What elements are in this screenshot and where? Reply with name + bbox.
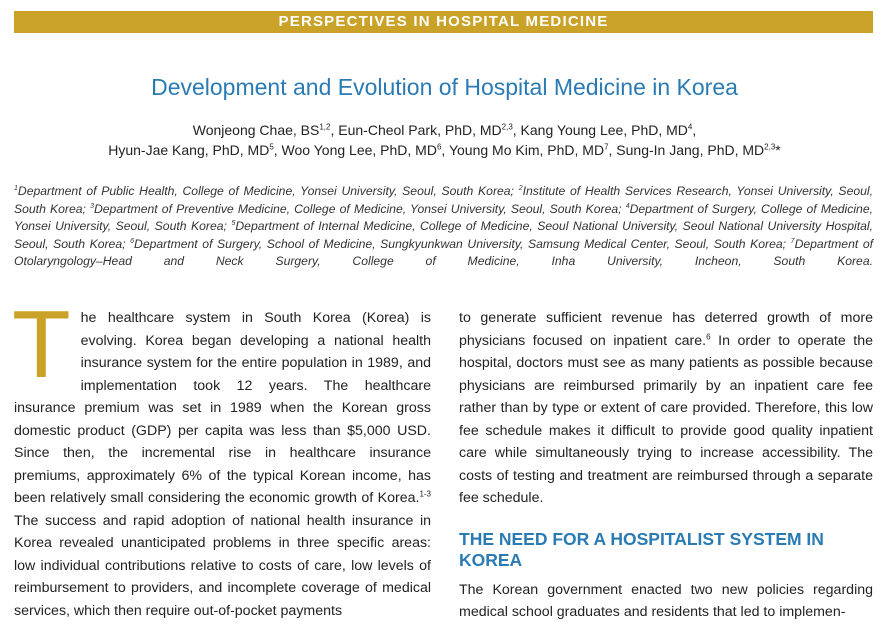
citation-ref: 6 (706, 331, 711, 341)
drop-cap: T (12, 291, 71, 398)
affiliation: Department of Otolaryngology–Head and Neck Surgery, College of Medicine, Inha University, Incheon, South Korea. (14, 236, 873, 268)
author-name: Hyun-Jae Kang, PhD, MD (108, 142, 270, 158)
corresponding-author-mark: * (775, 142, 781, 158)
author-line-1 (40, 120, 849, 140)
author-name: , Sung-In Jang, PhD, MD (608, 142, 765, 158)
author-separator: , (692, 122, 697, 138)
body-text: The success and rapid adoption of national health insurance in Korea revealed unanticipated problems in three specific areas: low individual contributions relative to costs of care, low levels of reimbursement to providers, and incomplete coverage of medical services, which then require out-of-pocket payments (14, 512, 431, 619)
affiliation: Institute of Health Services Research, Yonsei University, Seoul, South Korea; (14, 184, 873, 216)
body-paragraph (459, 307, 873, 510)
author-affil-sup: 7 (604, 142, 609, 152)
affil-sup: 2 (518, 184, 523, 192)
body-column-right (459, 307, 873, 624)
affiliation: Department of Preventive Medicine, College of Medicine, Yonsei University, Seoul, South Korea; (93, 201, 626, 216)
section-heading: THE NEED FOR A HOSPITALIST SYSTEM IN KOREA (459, 528, 824, 570)
body-paragraph: The Korean government enacted two new policies regarding medical school graduates and residents that led to implemen- (459, 581, 873, 620)
author-name: , Eun-Cheol Park, PhD, MD (330, 122, 502, 138)
citation-ref: 1-3 (419, 489, 431, 499)
body-paragraph (12, 291, 431, 622)
affiliation: Department of Surgery, College of Medicine, Yonsei University, Seoul, South Korea; (14, 201, 873, 233)
author-name: , Woo Yong Lee, PhD, MD (273, 142, 437, 158)
author-list (40, 120, 849, 160)
author-affil-sup: 1,2 (319, 122, 331, 132)
section-banner: PERSPECTIVES IN HOSPITAL MEDICINE (14, 11, 873, 33)
body-text: In order to operate the hospital, doctors must see as many patients as possible because physicians are reimbursed primarily by an inpatient care fee rather than by type or extent of care provided. Therefore, this low fee schedule makes it difficult to provide good quality inpatient care while simultaneously trying to increase accessibility. The costs of testing and treatment are reimbursed through a separate fee schedule. (459, 332, 873, 506)
author-affil-sup: 6 (436, 142, 442, 152)
affil-sup: 5 (231, 219, 236, 227)
affil-sup: 3 (90, 202, 94, 210)
author-name: , Young Mo Kim, PhD, MD (441, 142, 605, 158)
body-text: to generate sufficient revenue has deterred growth of more physicians focused on inpatient care. (459, 310, 873, 349)
affil-sup: 6 (130, 237, 135, 245)
author-name: , Kang Young Lee, PhD, MD (512, 122, 688, 138)
affil-sup: 7 (790, 237, 795, 245)
affiliations (14, 183, 873, 271)
affil-sup: 4 (625, 202, 630, 210)
affiliation: Department of Public Health, College of Medicine, Yonsei University, Seoul, South Korea; (17, 184, 519, 198)
body-column-left (12, 291, 431, 622)
affiliation: Department of Surgery, School of Medicine, Sungkyunkwan University, Samsung Medical Center, Seoul, South Korea; (134, 236, 791, 251)
body-text: he healthcare system in South Korea (Korea) is evolving. Korea began developing a national health insurance system for the entire population in 1989, and implementation took 12 years. The healthcare insurance premium was set in 1989 when the Korean gross domestic product (GDP) per capita was less than $5,000 USD. Since then, the incremental rise in healthcare insurance premiums, approximately 6% of the typical Korean income, has been relatively small considering the economic growth of Korea. (14, 310, 431, 506)
article-title: Development and Evolution of Hospital Medicine in Korea (151, 74, 738, 100)
author-affil-sup: 5 (269, 142, 274, 152)
affiliation: Department of Internal Medicine, College of Medicine, Seoul National University, Seoul National University Hospital, Seoul, South Korea; (14, 219, 873, 251)
affil-sup: 1 (14, 184, 18, 192)
author-line-2 (40, 140, 849, 160)
author-affil-sup: 2,3 (501, 122, 513, 132)
author-affil-sup: 4 (687, 122, 693, 132)
author-name: Wonjeong Chae, BS (192, 122, 320, 138)
author-affil-sup: 2,3 (764, 142, 776, 152)
